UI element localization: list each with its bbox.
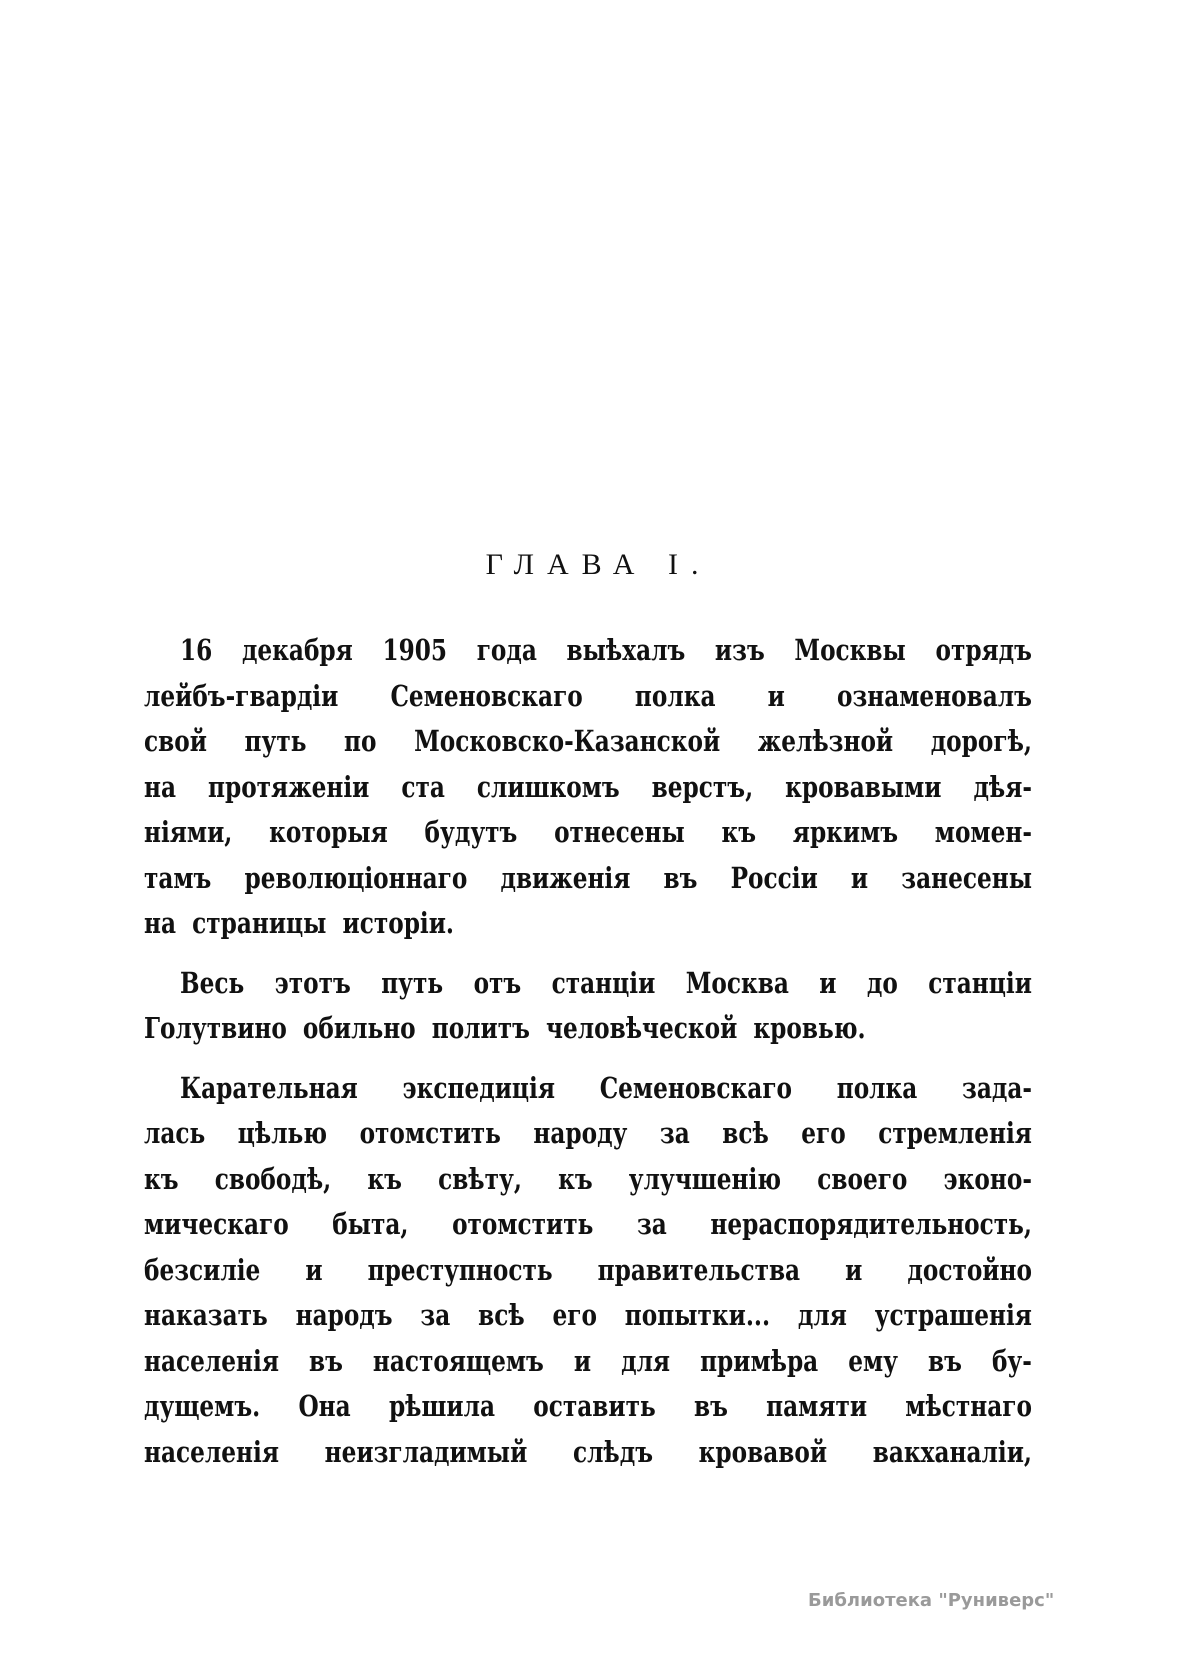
text-line: на страницы исторiи. — [144, 906, 455, 940]
text-line: безсилiе и преступность правительства и достойно — [144, 1252, 1032, 1287]
text-line: къ свободѣ, къ свѣту, къ улучшенiю своего эконо- — [144, 1161, 1032, 1196]
text-line: на протяженiи ста слишкомъ верстъ, кровавыми дѣя- — [144, 769, 1032, 804]
text-line: населенiя неизгладимый слѣдъ кровавой вакханалiи, — [144, 1434, 1032, 1469]
text-line: Голутвино обильно политъ человѣческой кровью. — [144, 1011, 866, 1045]
text-line: лась цѣлью отомстить народу за всѣ его стремленiя — [144, 1116, 1032, 1150]
text-line: тамъ революцiоннаго движенiя въ Россiи и занесены — [144, 860, 1032, 895]
library-watermark: Библиотека "Руниверс" — [808, 1590, 1055, 1611]
text-line: Весь этотъ путь отъ станцiи Москва и до станцiи — [180, 965, 1032, 1000]
text-line: Карательная экспедицiя Семеновскаго полка зада- — [180, 1070, 1032, 1105]
paragraph-3 — [144, 1066, 1032, 1476]
text-line: населенiя въ настоящемъ и для примѣра ему въ бу- — [144, 1343, 1032, 1378]
text-line: дущемъ. Она рѣшила оставить въ памяти мѣстнаго — [144, 1389, 1032, 1423]
text-line: лейбъ-гвардiи Семеновскаго полка и ознаменовалъ — [144, 678, 1032, 713]
paragraph-2 — [144, 961, 1032, 1052]
text-line: свой путь по Московско-Казанской желѣзной дорогѣ, — [144, 724, 1032, 758]
text-line: 16 декабря 1905 года выѣхалъ изъ Москвы отрядъ — [180, 633, 1032, 667]
body-text — [144, 628, 1032, 1475]
text-line: наказать народъ за всѣ его попытки... для устрашенiя — [144, 1298, 1032, 1332]
paragraph-1 — [144, 628, 1032, 947]
text-line: нiями, которыя будутъ отнесены къ яркимъ момен- — [144, 815, 1032, 849]
chapter-title: ГЛАВА I. — [485, 548, 712, 581]
text-line: мическаго быта, отомстить за нераспорядительность, — [144, 1207, 1032, 1241]
